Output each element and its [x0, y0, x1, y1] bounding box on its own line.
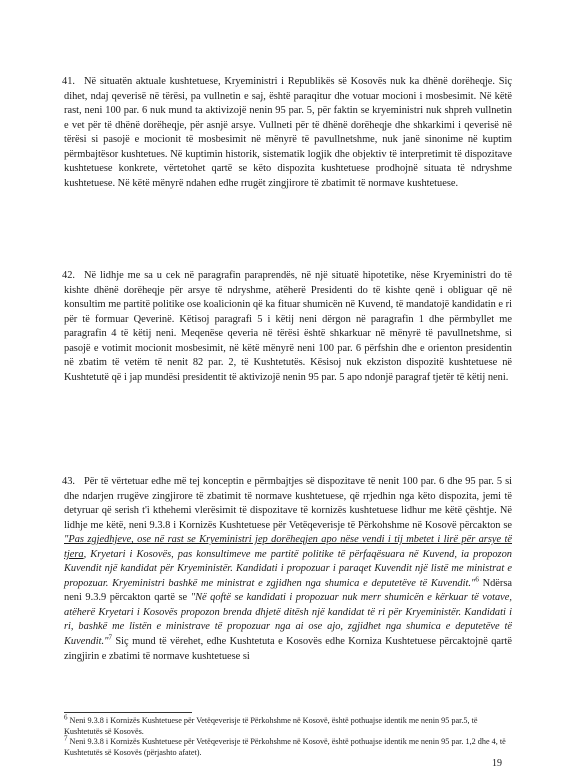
- paragraph-41: [64, 75, 512, 191]
- paragraph-number: 41.: [62, 76, 75, 87]
- footnote-ref-6: 6: [475, 575, 479, 584]
- paragraph-text: Në lidhje me sa u cek në paragrafin paraprendës, në një situatë hipotetike, nëse Kryeministri do të kishte dhënë dorëheqje për arsye të ndryshme, atëherë Presidenti do të kishte qenë i obliguar që në konsultim me partitë politike ose koalicionin që ka fituar shumicën në Kuvend, të mandatojë kandidatin e ri për të formuar Qeverinë. Këtisoj paragrafi 5 i këtij neni dërgon në paragrafin 1 dhe përmbyllet me paragrafin 4 të këtij neni. Meqenëse qeveria në tërësi është shkarkuar në mënyrë të pavullnetshme, si pasojë e votimit mocionit mosbesimit, në këtë mënyrë neni 100 par. 6 përfshin dhe e orienton presidentin në zbatim të vetëm të nenit 82 par. 2, të Kushtetutës. Kësisoj nuk ekziston dispozitë kushtetuese në Kushtetutë që i jap mundësi presidentit të aktivizojë nenin 95 par. 5 apo ndonjë paragraf tjetër të këtij neni.: [64, 270, 512, 383]
- footnote-mark: 6: [64, 713, 68, 722]
- footnote-mark: 7: [64, 734, 68, 743]
- quoted-article-9-3-8-underlined: "Pas zgjedhjeve, ose në rast se Kryeministri jep dorëheqjen apo nëse vendi i tij mbetet i lirë për arsye të tjera: [64, 534, 512, 560]
- paragraph-42: [64, 269, 512, 385]
- paragraph-text-part-3: Siç mund të vërehet, edhe Kushtetuta e Kosovës edhe Korniza Kushtetuese përcaktojnë qartë zingjirin e zbatimi të normave kushtetuese si: [64, 636, 512, 662]
- paragraph-text-part-1: Për të vërtetuar edhe më tej konceptin e përmbajtjes së dispozitave të nenit 100 par. 6 dhe 95 par. 5 si dhe ndarjen rrugëve zingjirore të zbatimit të normave kushtetuese, që rrjedhin nga këto dispozita, jemi të detyruar që serish t'i kthehemi vlerësimit të dispozitave të kornizës kushtetuese lidhur me këtë çështje. Në lidhje me këtë, neni 9.3.8 i Kornizës Kushtetuese për Vetëqeverisje të Përkohshme në Kosovë përcakton se: [64, 476, 512, 531]
- footnote-text: Neni 9.3.8 i Kornizës Kushtetuese për Vetëqeverisje të Përkohshme në Kosovë, është pothuajse identik me nenin 95 par. 1,2 dhe 4, të Kushtetutës së Kosovës (përjashto afatet).: [64, 737, 506, 757]
- paragraph-number: 43.: [62, 476, 75, 487]
- footnote-6: [64, 713, 512, 737]
- paragraph-43: [64, 475, 512, 664]
- footnote-7: [64, 734, 512, 758]
- quoted-article-9-3-8: , Kryetari i Kosovës, pas konsultimeve me partitë politike të përfaqësuara në Kuvend, ia propozon Kuvendit një kandidat për Kryeministër. Kandidati i propozuar i paraqet Kuvendit një listë me ministrat e propozuar. Kryeministri bashkë me ministrat e zgjidhen nga shumica e deputetëve të Kuvendit.": [64, 548, 512, 589]
- footnote-ref-7: 7: [108, 633, 112, 642]
- paragraph-text: Në situatën aktuale kushtetuese, Kryeministri i Republikës së Kosovës nuk ka dhënë dorëheqje. Siç dihet, ndaj qeverisë në tërësi, pa vullnetin e saj, është paraqitur dhe votuar mocioni i mosbesimit. Në këtë rast, neni 100 par. 6 nuk mund ta aktivizojë nenin 95 par. 5, për faktin se kryeministri nuk shpreh vullnetin e vet për të dhënë dorëheqje, për asnjë arsye. Vullneti për të dhënë dorëheqje dhe shkarkimi i qeverisë në tërësi si pasojë e mocionit të mosbesimit në mënyrë të pavullnetshme, nuk janë sinonime në kuptim përmbajtësor kushtetues. Në kuptimin historik, sistematik logjik dhe objektiv të interpretimit të dispozitave kushtetuese konkrete, vërtetohet qartë se këto dispozita kushtetuese prodhojnë situata të ndryshme kushtetuese. Në këtë mënyrë ndahen edhe rrugët zingjirore të zbatimit të normave kushtetuese.: [64, 76, 512, 189]
- page-number: 19: [492, 758, 502, 769]
- paragraph-text-part-2: Ndërsa neni 9.3.9 përcakton qartë se: [64, 577, 512, 604]
- paragraph-text: [64, 475, 512, 664]
- quoted-article-9-3-9: "Në qoftë se kandidati i propozuar nuk merr shumicën e kërkuar të votave, atëherë Kryetari i Kosovës propozon brenda dhjetë ditësh një kandidat të ri për Kryeministër. Kandidati i ri, bashkë me listën e ministrave të propozuar nga ai ose ajo, zgjidhet nga shumica e deputetëve të Kuvendit.": [64, 592, 512, 648]
- footnote-text: Neni 9.3.8 i Kornizës Kushtetuese për Vetëqeverisje të Përkohshme në Kosovë, është pothuajse identik me nenin 95 par.5, të Kushtetutës së Kosovës.: [64, 716, 478, 736]
- footnote-divider: [64, 712, 192, 713]
- paragraph-number: 42.: [62, 270, 75, 281]
